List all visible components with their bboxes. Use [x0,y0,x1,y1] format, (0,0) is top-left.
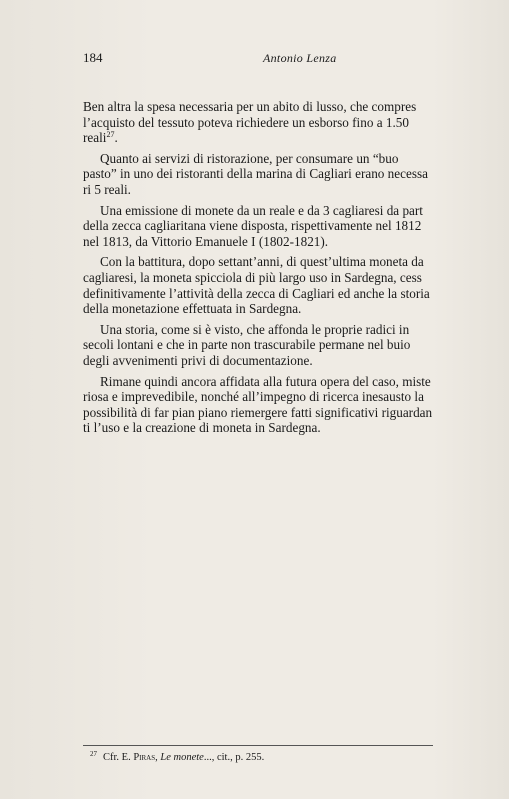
paragraph-4 [83,254,509,316]
text-line: l’acquisto del tessuto poteva richiedere un esborso fino a 1.50 [83,114,409,130]
paragraph-2 [83,151,509,198]
text-line: degli avvenimenti privi di documentazione. [83,352,313,368]
text-line: ti l’uso e la creazione di moneta in Sardegna. [83,420,321,436]
text-line: possibilità di far pian piano riemergere fatti significativi riguardan [83,404,433,420]
text-line: Quanto ai servizi di ristorazione, per consumare un “buo [100,150,399,166]
footnote-prefix: Cfr. E. [103,752,131,763]
text-line-with-footnote-ref [83,130,509,146]
text-line: pasto” in uno dei ristoranti della marina di Cagliari erano necessa [83,166,428,182]
paragraph-5 [83,322,509,369]
paragraph-3 [83,203,509,250]
text-line: nel 1813, da Vittorio Emanuele I (1802-1821). [83,233,329,249]
paragraph-1 [83,99,509,146]
text-line: Una emissione di monete da un reale e da 3 cagliaresi da part [100,202,423,218]
text-line: della zecca cagliaritana viene disposta, rispettivamente nel 1812 [83,218,422,234]
text-line: secoli lontani e che in parte non trascurabile permane nel buio [83,337,411,353]
text-line: Con la battitura, dopo settant’anni, di quest’ultima moneta da [100,254,424,270]
page-number: 184 [83,50,103,65]
text-line: della monetazione effettuata in Sardegna. [83,301,302,317]
text-line: definitivamente l’attività della zecca di Cagliari ed anche la storia [83,285,430,301]
text-line: Una storia, come si è visto, che affonda le proprie radici in [100,321,410,337]
running-head: Antonio Lenza [263,51,337,65]
footnote: $^{27}$ Cfr. E. Piras, Le monete..., cit., p. 255. [90,750,265,763]
text-fragment: . [114,130,118,146]
footnote-title: Le monete [160,752,204,763]
footnote-reference: 27 [106,130,115,140]
text-line: riosa e imprevedibile, nonché all’impegno di ricerca inesausto la [83,389,424,405]
page-header [83,50,509,68]
text-line: cagliaresi, la moneta spicciola di più largo uso in Sardegna, cess [83,269,422,285]
paragraph-6 [83,374,509,436]
footnote-divider [83,745,433,746]
text-line: ri 5 reali. [83,181,131,197]
text-line: Ben altra la spesa necessaria per un abito di lusso, che compres [83,99,417,114]
text-line: Rimane quindi ancora affidata alla futura opera del caso, miste [100,373,431,389]
footnote-mark: 27 [90,750,97,758]
text-fragment: reali [83,130,107,146]
footnote-author: Piras [133,752,156,763]
footnote-suffix: ..., cit., p. 255. [203,752,265,763]
body-text [83,99,509,441]
